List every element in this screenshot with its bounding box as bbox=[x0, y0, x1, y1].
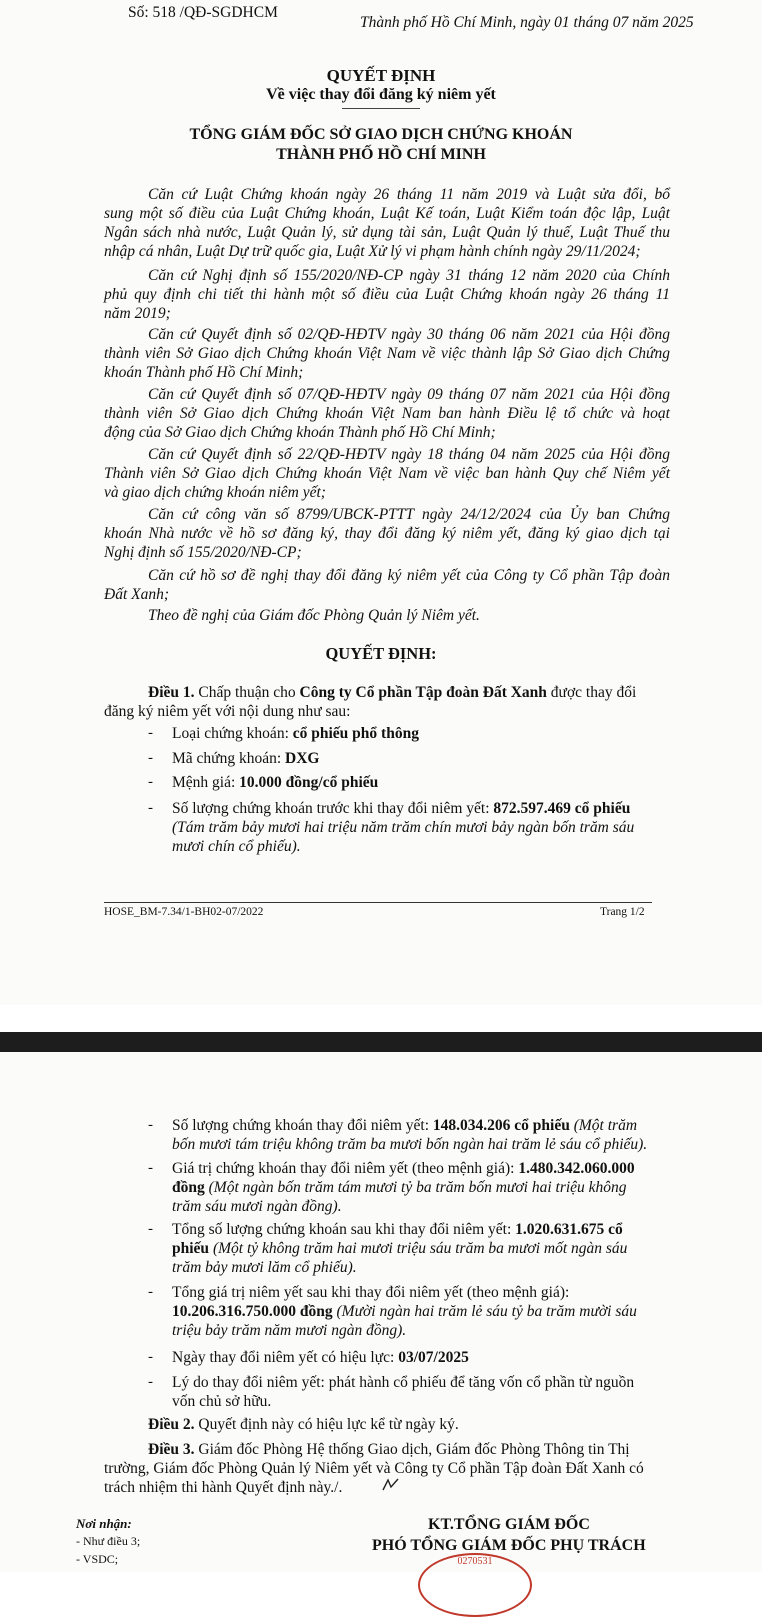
article-1: Điều 1. Chấp thuận cho Công ty Cổ phần Tập đoàn Đất Xanh được thay đổi đăng ký niêm yết với nội dung như sau: bbox=[104, 684, 637, 720]
article-2: Điều 2. Quyết định này có hiệu lực kể từ ngày ký. bbox=[148, 1416, 459, 1433]
initial-mark-icon bbox=[382, 1478, 400, 1492]
place-date: Thành phố Hồ Chí Minh, ngày 01 tháng 07 năm 2025 bbox=[360, 14, 694, 31]
legal-basis-5: Căn cứ công văn số 8799/UBCK-PTTT ngày 24/12/2024 của Ủy ban Chứng khoán Nhà nước về hồ sơ đăng ký, thay đổi đăng ký niêm yết, đăng ký giao dịch tại Nghị định số 155/2020/NĐ-CP; bbox=[104, 506, 670, 561]
recipients-heading: Nơi nhận: bbox=[76, 1516, 132, 1531]
title-underline bbox=[342, 108, 420, 109]
footer-form-code: HOSE_BM-7.34/1-BH02-07/2022 bbox=[104, 906, 264, 918]
recipient-item-0: - Như điều 3; bbox=[76, 1534, 141, 1548]
signature-line-1: KT.TỔNG GIÁM ĐỐC bbox=[428, 1516, 590, 1533]
legal-basis-6: Căn cứ hồ sơ đề nghị thay đổi đăng ký niêm yết của Công ty Cổ phần Tập đoàn Đất Xanh; bbox=[104, 567, 670, 603]
document-page-1: Số: 518 /QĐ-SGDHCM Thành phố Hồ Chí Minh, ngày 01 tháng 07 năm 2025 QUYẾT ĐỊNH Về việc thay đổi đăng ký niêm yết TỔNG GIÁM ĐỐC SỞ GIAO DỊCH CHỨNG KHOÁN THÀNH PHỐ HỒ CHÍ MINH Căn cứ Luật Chứng khoán ngày 26 tháng 11 năm 2019 và Luật sửa đổi, bổ sung một số điều của Luật Chứng khoán, Luật Kế toán, Luật Kiểm toán độc lập, Luật Ngân sách nhà nước, Luật Quản lý, sử dụng tài sản, Luật Quản lý thuế, Luật Thuế thu nhập cá nhân, Luật Dự trữ quốc gia, Luật Xử lý vi phạm hành chính ngày 29/11/2024; Căn cứ Nghị định số 155/2020/NĐ-CP ngày 31 tháng 12 năm 2020 của Chính phủ quy định chi tiết thi hành một số điều của Luật Chứng khoán ngày 26 tháng 11 năm 2019; Căn cứ Quyết định số 02/QĐ-HĐTV ngày 30 tháng 06 năm 2021 của Hội đồng thành viên Sở Giao dịch Chứng khoán Việt Nam về việc thành lập Sở Giao dịch Chứng khoán Thành phố Hồ Chí Minh; Căn cứ Quyết định số 07/QĐ-HĐTV ngày 09 tháng 07 năm 2021 của Hội đồng thành viên Sở Giao dịch Chứng khoán Việt Nam ban hành Điều lệ tổ chức và hoạt động của Sở Giao dịch Chứng khoán Thành phố Hồ Chí Minh; Căn cứ Quyết định số 22/QĐ-HĐTV ngày 18 tháng 04 năm 2025 của Hội đồng Thành viên Sở Giao dịch Chứng khoán Việt Nam về việc ban hành Quy chế Niêm yết và giao dịch chứng khoán niêm yết; Căn cứ công văn số 8799/UBCK-PTTT ngày 24/12/2024 của Ủy ban Chứng khoán Nhà nước về hồ sơ đăng ký, thay đổi đăng ký niêm yết, đăng ký giao dịch tại Nghị định số 155/2020/NĐ-CP; Căn cứ hồ sơ đề nghị thay đổi đăng ký niêm yết của Công ty Cổ phần Tập đoàn Đất Xanh; Theo đề nghị của Giám đốc Phòng Quản lý Niêm yết. QUYẾT ĐỊNH: Điều 1. Chấp thuận cho Công ty Cổ phần Tập đoàn Đất Xanh được thay đổi đăng ký niêm yết với nội dung như sau: - Loại chứng khoán: cổ phiếu phổ thông - Mã chứng khoán: DXG - Mệnh giá: 10.000 đồng/cổ phiếu - Số lượng chứng khoán trước khi thay đổi niêm yết: 872.597.469 cổ phiếu (Tám trăm bảy mươi hai triệu năm trăm chín mươi bảy ngàn bốn trăm sáu mươi chín cổ phiếu). HOSE_BM-7.34/1-BH02-07/2022 Trang 1/2 bbox=[0, 0, 762, 1005]
document-subtitle: Về việc thay đổi đăng ký niêm yết bbox=[266, 86, 496, 103]
seal-stamp: 0270531 bbox=[418, 1553, 532, 1617]
page-break bbox=[0, 1005, 762, 1052]
article-3: Điều 3. Giám đốc Phòng Hệ thống Giao dịch, Giám đốc Phòng Thông tin Thị trường, Giám đốc Phòng Quản lý Niêm yết và Công ty Cổ phần Tập đoàn Đất Xanh có trách nhiệm thi hành Quyết định này./. bbox=[104, 1441, 644, 1496]
issuer-line-1: TỔNG GIÁM ĐỐC SỞ GIAO DỊCH CHỨNG KHOÁN bbox=[189, 126, 573, 143]
decision-heading: QUYẾT ĐỊNH: bbox=[325, 644, 437, 663]
recipient-item-1: - VSDC; bbox=[76, 1552, 119, 1566]
legal-basis-1: Căn cứ Nghị định số 155/2020/NĐ-CP ngày 31 tháng 12 năm 2020 của Chính phủ quy định chi tiết thi hành một số điều của Luật Chứng khoán ngày 26 tháng 11 năm 2019; bbox=[104, 267, 670, 322]
document-title: QUYẾT ĐỊNH bbox=[326, 66, 436, 85]
issuer-line-2: THÀNH PHỐ HỒ CHÍ MINH bbox=[276, 146, 486, 163]
footer-rule bbox=[104, 902, 652, 903]
legal-basis-2: Căn cứ Quyết định số 02/QĐ-HĐTV ngày 30 tháng 06 năm 2021 của Hội đồng thành viên Sở Giao dịch Chứng khoán Việt Nam về việc thành lập Sở Giao dịch Chứng khoán Thành phố Hồ Chí Minh; bbox=[104, 326, 670, 381]
decision-number: Số: 518 /QĐ-SGDHCM bbox=[128, 4, 278, 21]
legal-basis-7: Theo đề nghị của Giám đốc Phòng Quản lý Niêm yết. bbox=[148, 607, 480, 624]
legal-basis-4: Căn cứ Quyết định số 22/QĐ-HĐTV ngày 18 tháng 04 năm 2025 của Hội đồng Thành viên Sở Giao dịch Chứng khoán Việt Nam về việc ban hành Quy chế Niêm yết và giao dịch chứng khoán niêm yết; bbox=[104, 446, 670, 501]
signature-line-2: PHÓ TỔNG GIÁM ĐỐC PHỤ TRÁCH bbox=[372, 1537, 646, 1554]
footer-page-number: Trang 1/2 bbox=[600, 906, 645, 918]
legal-basis-3: Căn cứ Quyết định số 07/QĐ-HĐTV ngày 09 tháng 07 năm 2021 của Hội đồng thành viên Sở Giao dịch Chứng khoán Việt Nam ban hành Điều lệ tổ chức và hoạt động của Sở Giao dịch Chứng khoán Thành phố Hồ Chí Minh; bbox=[104, 386, 670, 441]
legal-basis-0: Căn cứ Luật Chứng khoán ngày 26 tháng 11 năm 2019 và Luật sửa đổi, bổ sung một số điều của Luật Chứng khoán, Luật Kế toán, Luật Kiểm toán độc lập, Luật Ngân sách nhà nước, Luật Quản lý, sử dụng tài sản, Luật Quản lý thuế, Luật Thuế thu nhập cá nhân, Luật Dự trữ quốc gia, Luật Xử lý vi phạm hành chính ngày 29/11/2024; bbox=[104, 186, 670, 260]
